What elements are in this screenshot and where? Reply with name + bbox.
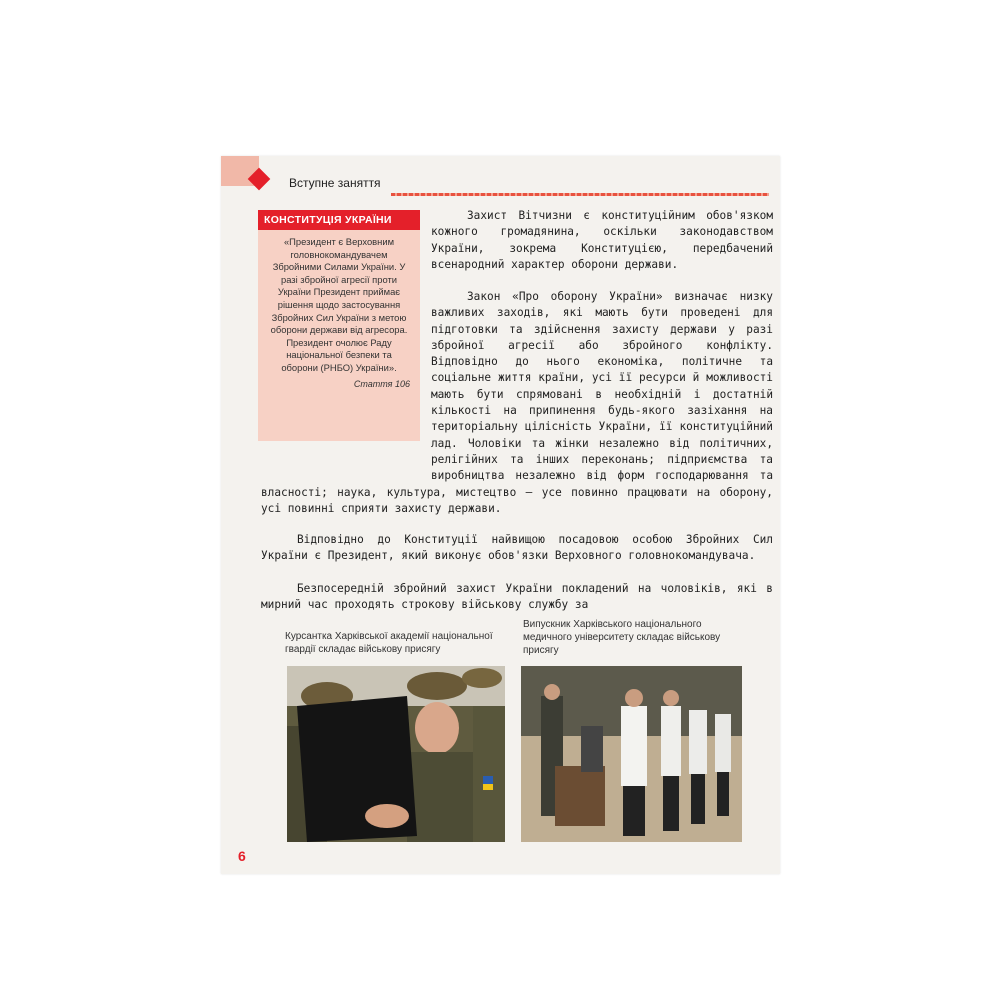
page-number: 6 <box>238 848 246 864</box>
photo-right-caption: Випускник Харківського національного медичного університету складає військову присягу <box>523 619 721 656</box>
sidebar-heading: КОНСТИТУЦІЯ УКРАЇНИ <box>258 210 420 230</box>
textbook-page <box>221 156 780 874</box>
header-rule <box>391 193 769 196</box>
section-title: Вступне заняття <box>289 176 381 190</box>
photo-cadet-oath <box>287 666 505 842</box>
paragraph-4: Безпосередній збройний захист України покладений на чоловіків, які в мирний час проходять строкову військову службу за <box>261 582 773 612</box>
photo-graduate-oath <box>521 666 742 842</box>
paragraph-1: Захист Вітчизни є конституційним обов'язком кожного громадянина, оскільки законодавством України, зокрема Конституцією, передбачений всенародний характер оборони держави. <box>431 209 773 271</box>
sidebar-quote: «Президент є Верховним головнокомандувачем Збройними Силами України. У разі збройної агресії проти України Президент приймає рішення щодо застосування Збройних Сил України з метою оборони держави від агресора. Президент очолює Раду національної безпеки та оборони (РНБО) України». <box>270 236 408 373</box>
photo-left-caption: Курсантка Харківської академії національної гвардії складає військову присягу <box>285 631 493 655</box>
paragraph-3: Відповідно до Конституції найвищою посадовою особою Збройних Сил України є Президент, який виконує обов'язки Верховного головнокомандувача. <box>261 533 773 563</box>
paragraph-2: Закон «Про оборону України» визначає низку важливих заходів, які мають бути проведені для підготовки та здійснення захисту держави у разі збройної агресії або збройного конфлікту. Відповідно до нього економіка, політичне та соціальне життя країни, усі її ресурси й можливості мають бути спрямовані в необхідній і достатній кількості на припинення будь-якого зазіхання на територіальну цілісність України, її конституційний лад. Чоловіки та жінки незалежно від політичних, релігійних та інших переконань; підприємства та виробництва незалежно від форм господарювання та власності; наука, культура, мистецтво — усе повинно працювати на оборону, усі повинні сприяти захисту держави. <box>261 290 773 515</box>
sidebar-source: Стаття 106 <box>353 378 410 389</box>
